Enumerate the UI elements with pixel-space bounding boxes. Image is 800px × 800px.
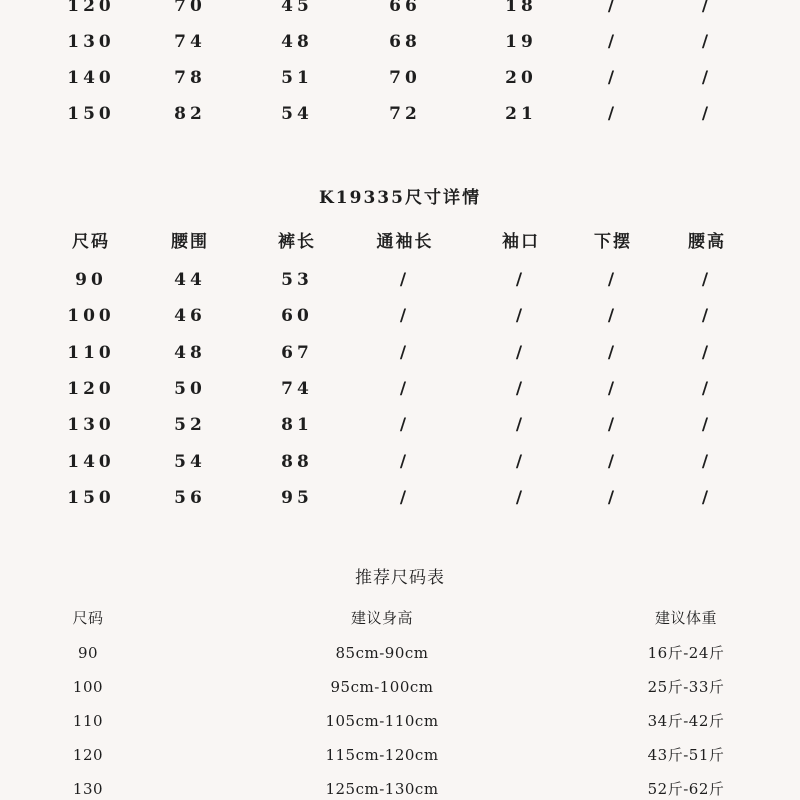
table-cell: 105cm-110cm [325,712,439,730]
table-cell: / [701,68,713,88]
table-cell: 51 [281,68,313,88]
table-cell: / [607,487,619,508]
table-cell: 140 [67,451,115,472]
table-cell: 66 [389,0,421,16]
table-cell: 78 [174,68,206,88]
table-cell: / [607,342,619,363]
table-cell: 130 [67,415,115,436]
table-cell: 88 [281,451,313,472]
table-cell: 44 [174,270,206,290]
table-cell: / [701,487,713,508]
table-cell: 150 [67,487,115,508]
table-cell: 16斤-24斤 [647,644,725,662]
table-cell: 52斤-62斤 [647,780,725,798]
table-cell: 67 [281,342,313,363]
table-cell: / [515,415,527,436]
table-cell: / [701,342,713,363]
table-cell: / [515,378,527,399]
table-cell: / [515,342,527,363]
table-cell: 50 [174,378,206,399]
table-cell: 43斤-51斤 [647,746,725,764]
table-cell: 85cm-90cm [335,644,429,662]
table-cell: / [607,0,619,16]
table-cell: 70 [389,68,421,88]
table-cell: 125cm-130cm [325,780,439,798]
table-cell: 81 [281,415,313,436]
table-cell: 110 [67,342,115,363]
table-cell: 74 [281,378,313,399]
table-cell: 48 [174,342,206,363]
table-cell: 72 [389,104,421,124]
table-cell: / [399,415,411,436]
column-header: 建议身高 [350,609,414,627]
table-cell: 120 [67,378,115,399]
table-cell: / [515,306,527,327]
column-header: 腰高 [688,232,726,252]
table-cell: / [701,415,713,436]
table-cell: 95 [281,487,313,508]
column-header: 袖口 [502,232,540,252]
table-cell: 48 [281,32,313,52]
table-cell: / [607,451,619,472]
table-cell: 120 [72,746,104,764]
table-cell: / [607,306,619,327]
table-cell: 54 [174,451,206,472]
column-header: 腰围 [171,232,209,252]
table-cell: / [399,378,411,399]
table-cell: / [515,487,527,508]
table-cell: 46 [174,306,206,327]
table-cell: / [607,104,619,124]
table-cell: / [701,270,713,290]
table-cell: 115cm-120cm [325,746,439,764]
table-cell: 60 [281,306,313,327]
column-header: 通袖长 [376,232,434,252]
column-header: 裤长 [278,232,316,252]
column-header: 尺码 [72,609,104,627]
table-cell: 140 [67,68,115,88]
table-cell: 120 [67,0,115,16]
table-cell: / [701,32,713,52]
table-cell: 25斤-33斤 [647,678,725,696]
column-header: 下摆 [594,232,632,252]
table-cell: 130 [72,780,104,798]
table-cell: 34斤-42斤 [647,712,725,730]
table-cell: / [701,0,713,16]
table-cell: 90 [75,270,107,290]
table-cell: 74 [174,32,206,52]
column-header: 尺码 [72,232,110,252]
table-cell: 150 [67,104,115,124]
table-cell: 100 [67,306,115,327]
table-cell: 82 [174,104,206,124]
table-cell: / [399,342,411,363]
table-cell: / [701,104,713,124]
recommended-size-title: 推荐尺码表 [355,568,445,588]
table-cell: 90 [77,644,99,662]
table-cell: 45 [281,0,313,16]
table-cell: / [701,306,713,327]
table-cell: 21 [505,104,537,124]
table-cell: / [607,32,619,52]
table-cell: 18 [505,0,537,16]
table-cell: / [607,378,619,399]
size-detail-title: K19335尺寸详情 [319,188,481,208]
table-cell: 68 [389,32,421,52]
table-cell: / [607,415,619,436]
table-cell: / [399,451,411,472]
table-cell: / [515,270,527,290]
table-cell: 19 [505,32,537,52]
column-header: 建议体重 [654,609,718,627]
table-cell: 52 [174,415,206,436]
table-cell: / [399,306,411,327]
table-cell: / [607,270,619,290]
table-cell: / [515,451,527,472]
table-cell: 56 [174,487,206,508]
table-cell: / [701,451,713,472]
table-cell: / [701,378,713,399]
table-cell: 110 [72,712,104,730]
table-cell: 70 [174,0,206,16]
table-cell: 100 [72,678,104,696]
table-cell: 54 [281,104,313,124]
table-cell: 130 [67,32,115,52]
table-cell: / [607,68,619,88]
table-cell: / [399,270,411,290]
table-cell: / [399,487,411,508]
table-cell: 53 [281,270,313,290]
table-cell: 95cm-100cm [330,678,434,696]
table-cell: 20 [505,68,537,88]
